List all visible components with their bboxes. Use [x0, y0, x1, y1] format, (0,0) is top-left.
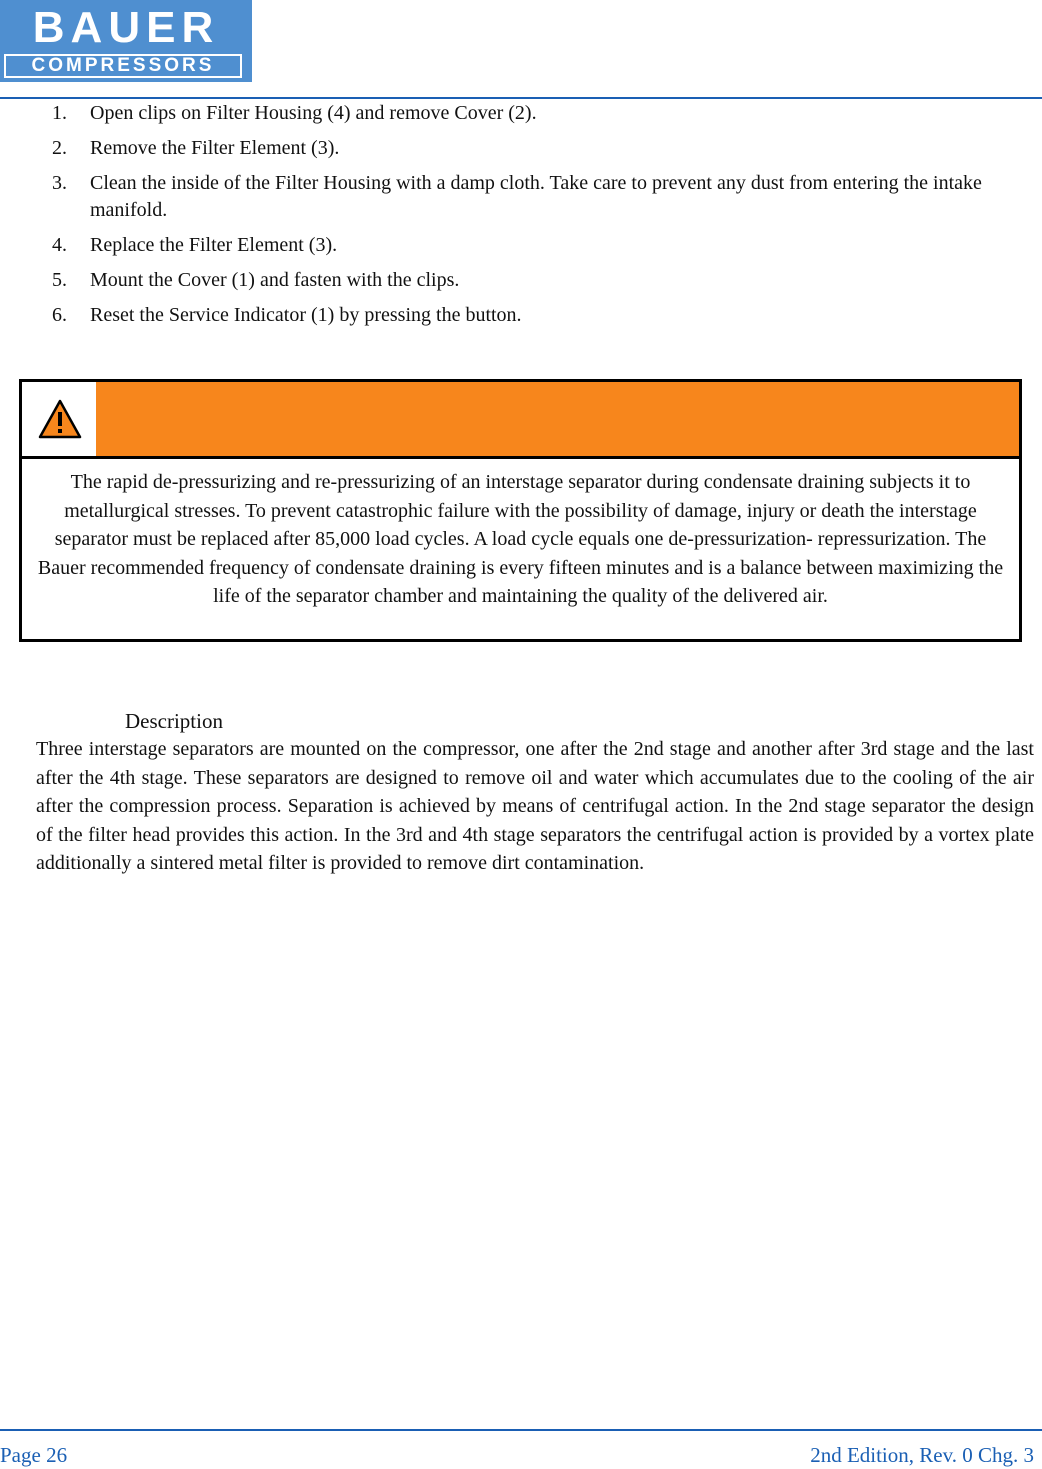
step-number: 4.: [52, 234, 67, 256]
step-number: 3.: [52, 172, 67, 194]
list-item: [0, 232, 1042, 259]
bauer-logo: [0, 0, 252, 82]
warning-icon-cell: [22, 382, 96, 456]
header-rule: [0, 97, 1042, 99]
warning-triangle-icon: [38, 399, 82, 439]
step-text: Reset the Service Indicator (1) by pressing the button.: [90, 304, 522, 326]
list-item: [0, 302, 1042, 329]
section-heading: Description: [125, 709, 223, 733]
list-item: [0, 135, 1042, 162]
step-number: 6.: [52, 304, 67, 326]
procedure-steps: [0, 100, 1042, 337]
step-text: Mount the Cover (1) and fasten with the clips.: [90, 269, 460, 291]
page-number: Page 26: [0, 1443, 68, 1467]
warning-box: [19, 379, 1022, 642]
list-item: [0, 170, 1042, 224]
warning-banner: [96, 382, 1019, 456]
section-body: Three interstage separators are mounted on the compressor, one after the 2nd stage and another after 3rd stage and the last after the 4th stage. These separators are designed to remove oil and water which accumulates due to the cooling of the air after the compression process. Separation is achieved by means of centrifugal action. In the 2nd stage separator the design of the filter head provides this action. In the 3rd and 4th stage separators the centrifugal action is provided by a vortex plate additionally a sintered metal filter is provided to remove dirt contamination.: [36, 738, 1034, 874]
logo-subtitle: COMPRESSORS: [4, 54, 242, 78]
logo-wordmark: BAUER: [32, 3, 220, 52]
edition-label: 2nd Edition, Rev. 0 Chg. 3: [810, 1443, 1034, 1467]
warning-text: The rapid de-pressurizing and re-pressurizing of an interstage separator during condensate draining subjects it to metallurgical stresses. To prevent catastrophic failure with the possibility of damage, injury or death the interstage separator must be replaced after 85,000 load cycles. A load cycle equals one de-pressurization- repressurization. The Bauer recommended frequency of condensate draining is every fifteen minutes and is a balance between maximizing the life of the separator chamber and maintaining the quality of the delivered air.: [37, 471, 1004, 607]
footer-rule: [0, 1429, 1042, 1431]
step-number: 5.: [52, 269, 67, 291]
step-number: 1.: [52, 102, 67, 124]
step-text: Replace the Filter Element (3).: [90, 234, 338, 256]
step-text: Remove the Filter Element (3).: [90, 137, 340, 159]
step-text: Clean the inside of the Filter Housing with a damp cloth. Take care to prevent any dust from entering the intake manifold.: [90, 172, 982, 221]
step-text: Open clips on Filter Housing (4) and remove Cover (2).: [90, 102, 537, 124]
warning-header: [22, 382, 1019, 459]
list-item: [0, 100, 1042, 127]
step-number: 2.: [52, 137, 67, 159]
list-item: [0, 267, 1042, 294]
